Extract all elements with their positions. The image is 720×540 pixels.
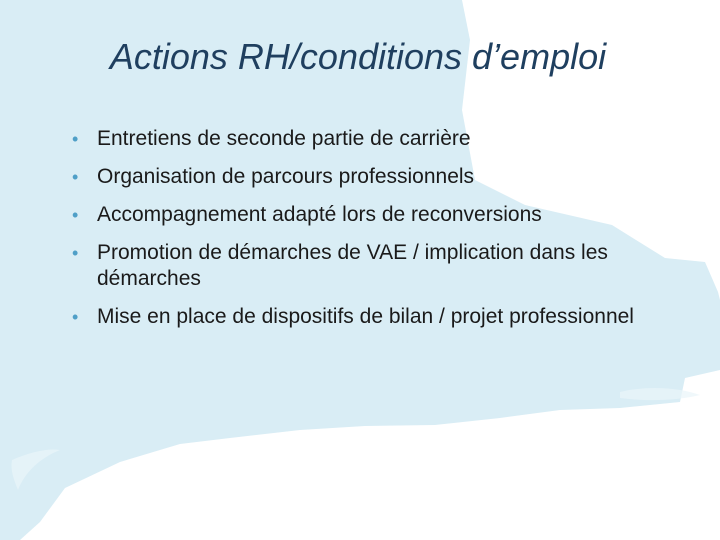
bullet-item — [70, 126, 670, 152]
bullet-text: Mise en place de dispositifs de bilan / projet professionnel — [97, 305, 634, 328]
bullet-item — [70, 164, 670, 190]
bullet-marker: • — [72, 167, 79, 187]
bullet-marker: • — [72, 205, 79, 225]
slide-title: Actions RH/conditions d’emploi — [109, 36, 607, 77]
bullet-item — [70, 240, 670, 292]
bullet-marker: • — [72, 243, 79, 263]
bullet-marker: • — [72, 129, 79, 149]
bullet-list — [70, 126, 670, 342]
bullet-marker: • — [72, 307, 79, 327]
bullet-text: Organisation de parcours professionnels — [97, 165, 475, 188]
bullet-item — [70, 304, 670, 330]
bullet-text: Promotion de démarches de VAE / implication dans les démarches — [97, 241, 608, 290]
bullet-item — [70, 202, 670, 228]
bullet-text: Accompagnement adapté lors de reconversions — [97, 203, 542, 226]
bullet-text: Entretiens de seconde partie de carrière — [97, 127, 471, 150]
